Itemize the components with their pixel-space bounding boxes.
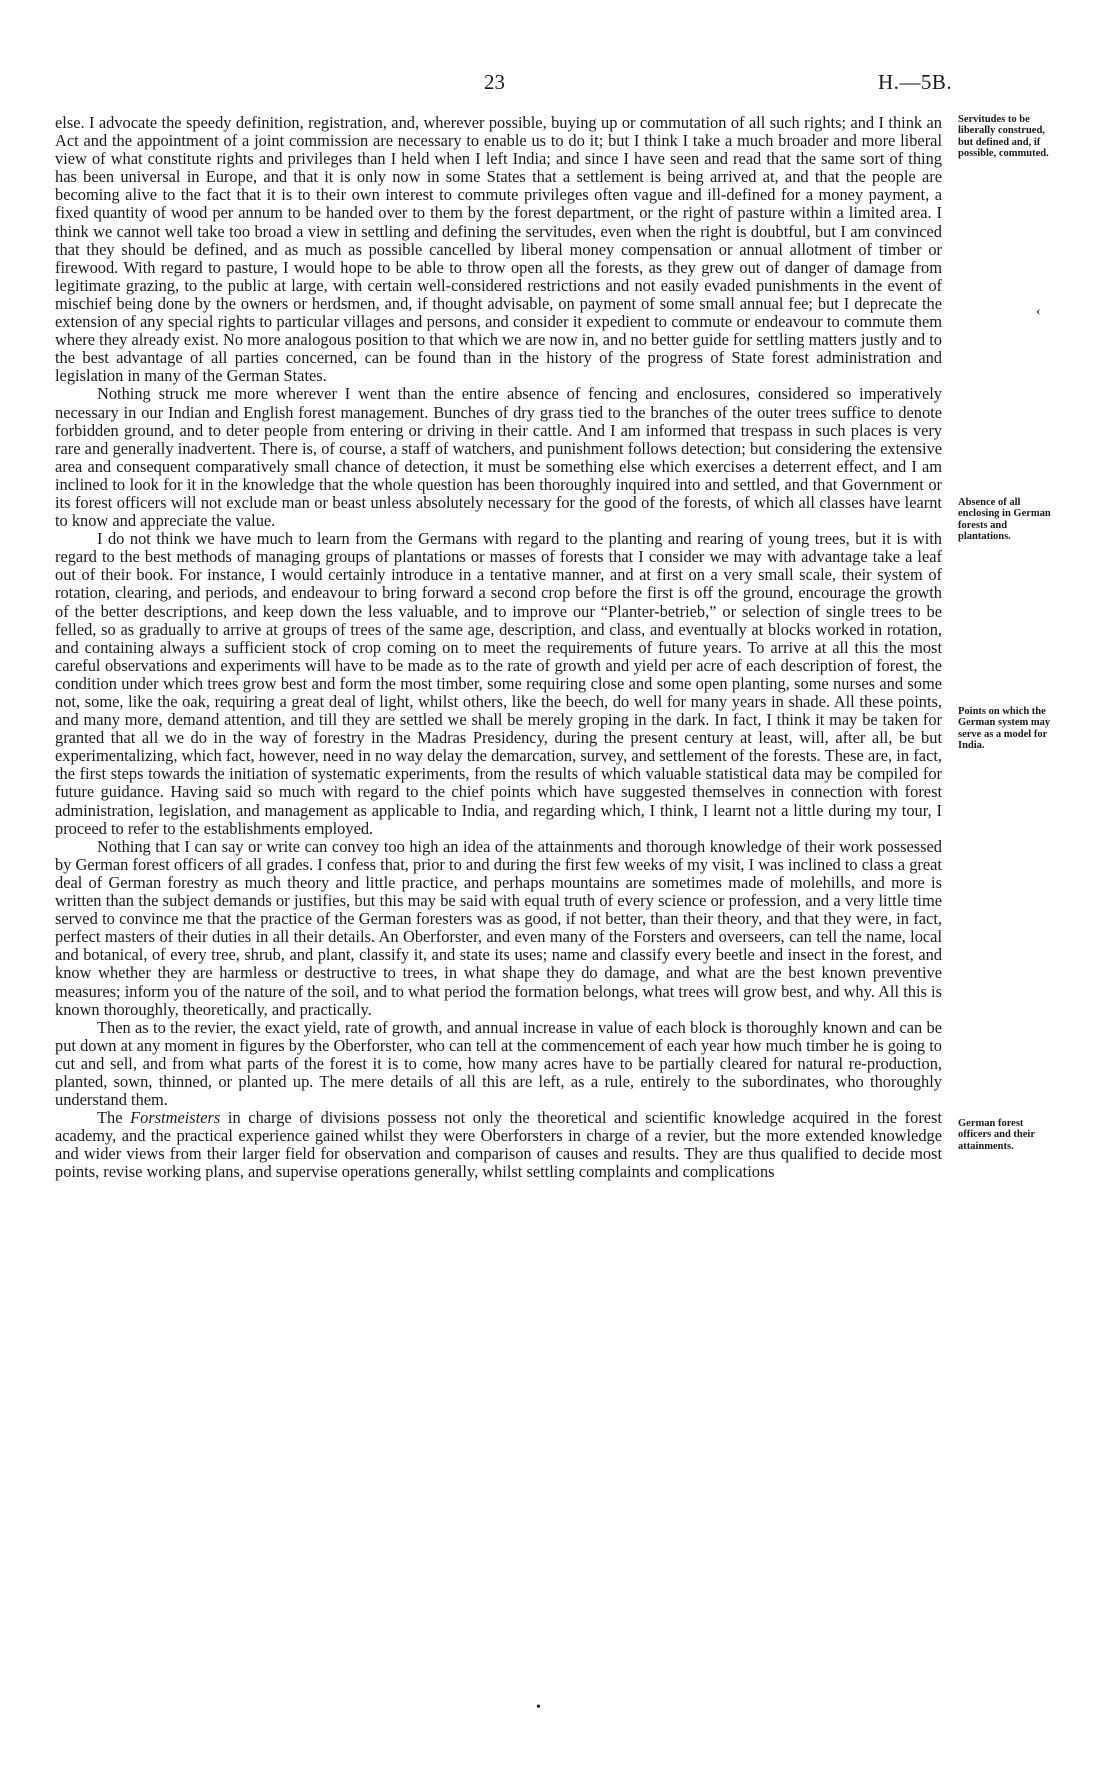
side-note-enclosures: Absence of all enclosing in German forests and plantations.	[958, 497, 1051, 543]
paragraph-planting: I do not think we have much to learn from the Germans with regard to the planting and rearing of young trees, but it is with regard to the best methods of managing groups of plantations or masses of forests that I consider we may with advantage take a leaf out of their book. For instance, I would certainly introduce in a tentative manner, and at first on a very small scale, their system of rotation, clearing, and periods, and endeavour to bring forward a second crop before the first is off the ground, encourage the growth of the better descriptions, and keep down the less valuable, and to improve our “Planter-betrieb,” or selection of single trees to be felled, so as gradually to arrive at groups of trees of the same age, description, and class, and eventually at blocks worked in rotation, and containing always a sufficient stock of crop coming on to meet the requirements of future years. To arrive at all this the most careful observations and experiments will have to be made as to the rate of growth and yield per acre of each description of forest, the condition under which trees grow best and form the most timber, some requiring close and some open planting, some nurses and some not, some, like the oak, requiring a great deal of light, whilst others, like the beech, do well for many years in shade. All these points, and many more, demand attention, and till they are settled we shall be merely groping in the dark. In fact, I think it may be taken for granted that all we do in the way of forestry in the Madras Presidency, during the present century at least, will, after all, be but experimentalizing, which fact, however, need in no way delay the demarcation, survey, and settlement of the forests. These are, in fact, the first steps towards the initiation of systematic experiments, from the results of which valuable statistical data may be compiled for future guidance. Having said so much with regard to the chief points which have suggested themselves in connection with forest administration, legislation, and management as applicable to India, and regarding which, I think, I learnt not a little during my tour, I proceed to refer to the establishments employed.	[55, 529, 942, 838]
side-note-forest-officers: German forest officers and their attainments.	[958, 1118, 1035, 1152]
paragraph-continuation: in charge of divisions possess not only the theoretical and scientific knowledge acquired in the forest academy, and the practical experience gained whilst they were Oberforsters in charge of a revier, but the more extended knowledge and wider views from their larger field for observation and comparison of causes and results. They are thus qualified to decide most points, revise working plans, and supervise operations generally, whilst settling complaints and complications	[55, 1108, 942, 1182]
paragraph-lead: The	[97, 1108, 131, 1128]
side-note-german-system: Points on which the German system may serve as a model for India.	[958, 706, 1051, 752]
italic-term: Forstmeisters	[130, 1108, 221, 1128]
page-header	[0, 70, 1114, 98]
page-number: 23	[484, 70, 505, 94]
side-note-servitudes: Servitudes to be liberally construed, but defined and, if possible, commuted.	[958, 114, 1049, 160]
document-reference: H.—5B.	[878, 70, 953, 94]
paragraph-revier: Then as to the revier, the exact yield, rate of growth, and annual increase in value of each block is thoroughly known and can be put down at any moment in figures by the Oberforster, who can tell at the commencement of each year how much timber he is going to cut and sell, and from what parts of the forest it is to come, how many acres have to be partially cleared for natural re-production, planted, sown, thinned, or planted up. The mere details of all this are left, as a rule, entirely to the subordinates, who thoroughly understand them.	[55, 1017, 942, 1110]
paragraph-enclosures: Nothing struck me more wherever I went than the entire absence of fencing and enclosures, considered so imperatively necessary in our Indian and English forest management. Bunches of dry grass tied to the branches of the outer trees suffice to denote forbidden ground, and to deter people from entering or driving in their cattle. And I am informed that trespass in such places is very rare and generally inadvertent. There is, of course, a staff of watchers, and punishment follows detection; but considering the extensive area and consequent comparatively small chance of detection, it must be something else which exercises a deterrent effect, and I am inclined to look for it in the knowledge that the whole question has been thoroughly inquired into and settled, and that Government or its forest officers will not exclude man or beast unless absolutely necessary for the good of the forests, of which all classes have learnt to know and appreciate the value.	[55, 384, 942, 531]
paragraph-forstmeisters	[55, 1109, 942, 1181]
stray-mark: ‹	[1036, 304, 1041, 319]
stray-dot: •	[536, 1700, 541, 1715]
paragraph-servitudes: else. I advocate the speedy definition, registration, and, wherever possible, buying up or commutation of all such rights; and I think an Act and the appointment of a joint commission are necessary to enable us to do it; but I think I take a much broader and more liberal view of what constitute rights and privileges than I held when I left India; and since I have seen and read that the same sort of thing has been universal in Europe, and that it is only now in some States that a settlement is being arrived at, and that the people are becoming alive to the fact that it is to their own interest to commute privileges often vague and ill-defined for a money payment, a fixed quantity of wood per annum to be handed over to them by the forest department, or the right of pasture within a limited area. I think we cannot well take too broad a view in settling and defining the servitudes, even when the right is doubtful, but I am convinced that they should be defined, and as much as possible cancelled by liberal money compensation or annual allotment of timber or firewood. With regard to pasture, I would hope to be able to throw open all the forests, as they grew out of danger of damage from legitimate grazing, to the public at large, with certain well-considered restrictions and not easily evaded punishments in the event of mischief being done by the owners or herdsmen, and, if thought advisable, on payment of some small annual fee; but I deprecate the extension of any special rights to particular villages and persons, and consider it expedient to commute or endeavour to commute them where they already exist. No more analogous position to that which we are now in, and no better guide for settling matters justly and to the best advantage of all parties concerned, can be found than in the history of the progress of State forest administration and legislation in many of the German States.	[55, 113, 942, 386]
body-text	[55, 114, 942, 1182]
paragraph-officers: Nothing that I can say or write can convey too high an idea of the attainments and thorough knowledge of their work possessed by German forest officers of all grades. I confess that, prior to and during the first few weeks of my visit, I was inclined to class a great deal of German forestry as much theory and little practice, and perhaps mountains are sometimes made of molehills, and more is written than the subject demands or justifies, but this may be said with equal truth of every science or profession, and a very little time served to convince me that the practice of the German foresters was as good, if not better, than their theory, and that they were, in fact, perfect masters of their duties in all their details. An Oberforster, and even many of the Forsters and overseers, can tell the name, local and botanical, of every tree, shrub, and plant, classify it, and state its uses; name and classify every beetle and insect in the forest, and know whether they are harmless or destructive to trees, in what shape they do damage, and what are the best known preventive measures; inform you of the nature of the soil, and to what period the formation belongs, what trees will grow best, and why. All this is known thoroughly, theoretically, and practically.	[55, 836, 942, 1019]
